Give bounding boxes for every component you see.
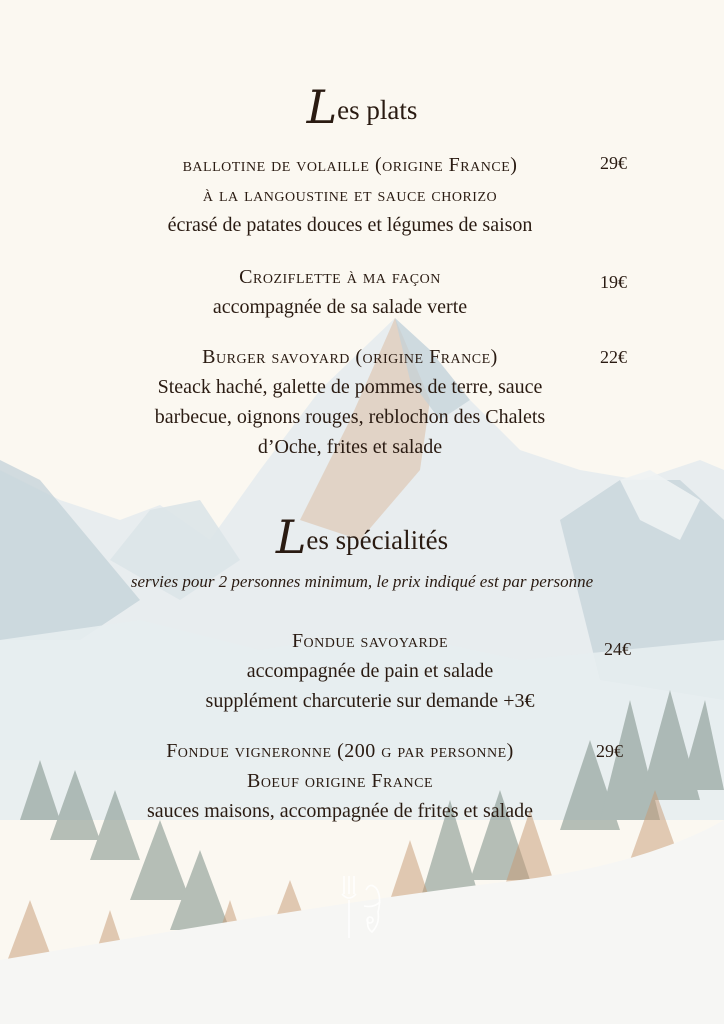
dish-name: Fondue savoyarde xyxy=(291,630,449,652)
dish-croziflette xyxy=(140,262,540,322)
dish-price: 29€ xyxy=(596,741,623,761)
specialites-note: servies pour 2 personnes minimum, le prix indiqué est par personne xyxy=(130,572,594,591)
section-title-plats: Les plats xyxy=(306,80,418,134)
dish-burger-savoyard xyxy=(90,342,610,462)
dish-name-line2: Boeuf origine France xyxy=(246,770,433,792)
dish-price: 19€ xyxy=(600,272,627,292)
dish-description: sauces maisons, accompagnée de frites et salade xyxy=(147,800,533,822)
dish-name: Croziflette à ma façon xyxy=(239,266,441,288)
dish-fondue-vigneronne xyxy=(100,736,580,826)
dish-name: Burger savoyard (origine France) xyxy=(202,346,498,368)
dish-name-line2: à la langoustine et sauce chorizo xyxy=(202,184,498,206)
dish-fondue-savoyarde xyxy=(160,626,580,716)
dish-description: écrasé de patates douces et légumes de saison xyxy=(167,214,533,236)
dish-description-line1: accompagnée de pain et salade xyxy=(246,660,494,682)
dish-description-line2: supplément charcuterie sur demande +3€ xyxy=(205,690,535,712)
dish-price: 22€ xyxy=(600,347,627,367)
dish-description: accompagnée de sa salade verte xyxy=(212,296,468,318)
dish-description-line3: d’Oche, frites et salade xyxy=(257,436,443,458)
dish-ballotine xyxy=(100,150,600,240)
dish-price: 24€ xyxy=(604,639,631,659)
dish-price: 29€ xyxy=(600,153,627,173)
dish-description-line2: barbecue, oignons rouges, reblochon des Chalets xyxy=(154,406,546,428)
dish-name: ballotine de volaille (origine France) xyxy=(182,154,518,176)
dish-description-line1: Steack haché, galette de pommes de terre, sauce xyxy=(157,376,543,398)
fork-and-bell-logo-icon xyxy=(336,872,386,944)
dish-name: Fondue vigneronne (200 g par personne) xyxy=(166,740,514,762)
section-title-specialites: Les spécialités xyxy=(275,510,449,564)
